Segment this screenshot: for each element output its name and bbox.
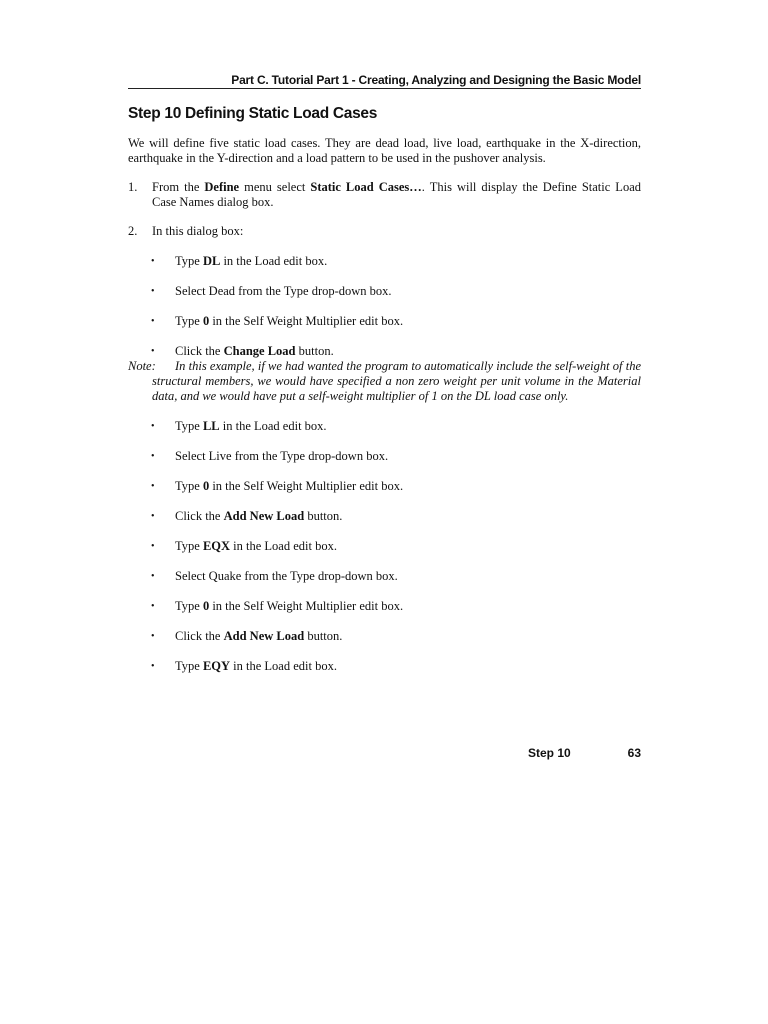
bullet-bold-term: EQX — [202, 539, 231, 553]
bullet-icon: • — [151, 511, 155, 522]
bullet-bold-term: 0 — [202, 599, 210, 613]
define-menu-ref: Define — [204, 180, 240, 194]
note — [128, 359, 641, 404]
bullet-icon: • — [151, 256, 155, 267]
bullet-text: Select Dead from the Type drop-down box. — [175, 284, 392, 298]
bullet-text: Type 0 in the Self Weight Multiplier edit box. — [175, 314, 404, 328]
bullet-list-a — [151, 254, 641, 359]
bullet-text: Type EQX in the Load edit box. — [175, 539, 337, 553]
bullet-icon: • — [151, 601, 155, 612]
bullet-text: Select Quake from the Type drop-down box. — [175, 569, 398, 583]
bullet-bold-term: 0 — [202, 314, 210, 328]
bullet-text: Select Live from the Type drop-down box. — [175, 449, 389, 463]
bullet-bold-term: EQY — [202, 659, 231, 673]
bullet-bold-term: 0 — [202, 479, 210, 493]
bullet-item — [151, 284, 641, 299]
bullet-item — [151, 599, 641, 614]
note-text: In this example, if we had wanted the program to automatically include the self-weight of the structural members, we would have specified a non zero weight per unit volume in the Material data, and we would have put a self-weight multiplier of 1 on the DL load case only. — [152, 359, 641, 403]
bullet-icon: • — [151, 286, 155, 297]
bullet-item — [151, 659, 641, 674]
bullet-item — [151, 254, 641, 269]
bullet-item — [151, 479, 641, 494]
bullet-item — [151, 539, 641, 554]
bullet-item — [151, 569, 641, 584]
bullet-bold-term: DL — [202, 254, 221, 268]
step-2-number: 2. — [128, 224, 138, 238]
bullet-bold-term: Change Load — [223, 344, 296, 358]
page-content — [128, 136, 641, 674]
bullet-item — [151, 344, 641, 359]
bullet-list-b — [151, 419, 641, 674]
bullet-icon: • — [151, 481, 155, 492]
bullet-text: Type LL in the Load edit box. — [175, 419, 327, 433]
bullet-item — [151, 419, 641, 434]
static-load-cases-ref: Static Load Cases… — [310, 180, 422, 194]
bullet-item — [151, 449, 641, 464]
page-title: Step 10 Defining Static Load Cases — [128, 105, 378, 122]
bullet-text: Type DL in the Load edit box. — [175, 254, 328, 268]
step-2 — [128, 224, 641, 239]
running-header: Part C. Tutorial Part 1 - Creating, Analyzing and Designing the Basic Model — [128, 73, 641, 89]
bullet-item — [151, 509, 641, 524]
bullet-text: Type 0 in the Self Weight Multiplier edit box. — [175, 599, 404, 613]
bullet-text: Type EQY in the Load edit box. — [175, 659, 337, 673]
bullet-icon: • — [151, 541, 155, 552]
bullet-text: Click the Add New Load button. — [175, 629, 343, 643]
bullet-icon: • — [151, 451, 155, 462]
footer-step: Step 10 — [528, 746, 571, 760]
step-1-number: 1. — [128, 180, 138, 194]
bullet-icon: • — [151, 661, 155, 672]
step-1-text: From the Define menu select Static Load Cases…. This will display the Define Static Load Case Names dialog box. — [152, 180, 641, 209]
bullet-icon: • — [151, 631, 155, 642]
bullet-text: Click the Add New Load button. — [175, 509, 343, 523]
step-2-text: In this dialog box: — [152, 224, 244, 238]
bullet-text: Click the Change Load button. — [175, 344, 334, 358]
bullet-icon: • — [151, 346, 155, 357]
bullet-icon: • — [151, 421, 155, 432]
intro-paragraph: We will define five static load cases. They are dead load, live load, earthquake in the X-direction, earthquake in the Y-direction and a load pattern to be used in the pushover analysis. — [128, 136, 641, 165]
bullet-bold-term: Add New Load — [223, 509, 305, 523]
bullet-bold-term: LL — [202, 419, 220, 433]
bullet-icon: • — [151, 571, 155, 582]
bullet-item — [151, 314, 641, 329]
bullet-text: Type 0 in the Self Weight Multiplier edit box. — [175, 479, 404, 493]
page-number: 63 — [627, 746, 641, 760]
note-label: Note: — [128, 359, 156, 373]
bullet-item — [151, 629, 641, 644]
step-1 — [128, 180, 641, 210]
bullet-icon: • — [151, 316, 155, 327]
bullet-bold-term: Add New Load — [223, 629, 305, 643]
